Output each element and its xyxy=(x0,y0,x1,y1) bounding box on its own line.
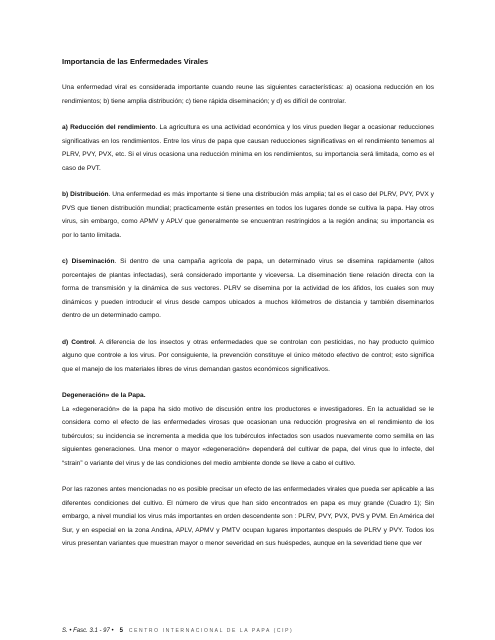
section-reduccion xyxy=(62,121,434,175)
section-lead: a) Reducción del rendimiento xyxy=(62,124,156,131)
footer-institution: CENTRO INTERNACIONAL DE LA PAPA (CIP) xyxy=(128,628,294,634)
degeneracion-paragraph: La «degeneración» de la papa ha sido motivo de discusión entre los productores e investigadores. En la actualidad se le considera como el efecto de las enfermedades virosas que ocasionan una reducción progresiva en el rendimiento de los tubérculos; su incidencia se incrementa a medida que los tubérculos infectados son usados nuevamente como semilla en las siguientes generaciones. Una menor o mayor «degeneración» dependerá del cultivar de papa, del virus que lo infecte, del “strain” o variante del virus y de las condiciones del medio ambiente donde se lleve a cabo el cultivo. xyxy=(62,405,434,467)
closing-paragraph: Por las razones antes mencionadas no es posible precisar un efecto de las enfermedades virales que pueda ser aplicable a las diferentes condiciones del cultivo. El número de virus que han sido encontrados en papa es muy grande (Cuadro 1); Sin embargo, a nivel mundial los virus más importantes en orden descendente son : PLRV, PVY, PVX, PVS y PVM. En América del Sur, y en especial en la zona Andina, APLV, APMV y PMTV ocupan lugares importantes después de PLRV y PVY. Todos los virus presentan variantes que muestran mayor o menor severidad en sus huéspedes, aunque en la severidad tiene que ver xyxy=(62,486,434,547)
page-title: Importancia de las Enfermedades Virales xyxy=(62,57,209,66)
section-control xyxy=(62,336,434,377)
section-lead: b) Distribución xyxy=(62,191,109,198)
document-body xyxy=(62,57,434,564)
section-text: . La agricultura es una actividad económica y los virus pueden llegar a ocasionar reducciones significativas en los rendimientos. Entre los virus de papa que causan reducciones significativas en el rendimiento tenemos al PLRV, PVY, PVX, etc. Si el virus ocasiona una reducción mínima en los rendimientos, su importancia será limitada, como es el caso de PVT. xyxy=(62,124,434,172)
section-text: . A diferencia de los insectos y otras enfermedades que se controlan con pesticidas, no hay producto químico alguno que controle a los virus. Por consiguiente, la prevención constituye el único método efectivo de control; esto significa que el manejo de los materiales libres de virus demandan gastos económicos significativos. xyxy=(62,338,434,373)
section-lead: c) Diseminación xyxy=(62,258,115,265)
footer-fascicle: S. • Fasc. 3.1 - 97 • xyxy=(62,628,114,634)
page-number: 5 xyxy=(119,628,123,634)
section-distribucion xyxy=(62,188,434,242)
section-text: . Si dentro de una campaña agrícola de papa, un determinado virus se disemina rapidamente (altos porcentajes de plantas infectadas), será considerado importante y viceversa. La diseminación tiene relación directa con la forma de transmisión y la dinámica de sus vectores. PLRV se disemina por la actividad de los áfidos, los cuales son muy dinámicos y pueden introducir el virus desde campos ubicados a muchos kilómetros de distancia y también diseminarlos dentro de un determinado campo. xyxy=(62,258,434,319)
page-footer xyxy=(62,627,293,635)
section-text: . Una enfermedad es más importante si tiene una distribución más amplia; tal es el caso del PLRV, PVY, PVX y PVS que tienen distribución mundial; practicamente están presentes en todos los lugares donde se cultiva la papa. Hay otros virus, sin embargo, como APMV y APLV que generalmente se encuentran restringidos a la región andina; su importancia es por lo tanto limitada. xyxy=(62,191,434,239)
section-diseminacion xyxy=(62,255,434,323)
degeneracion-heading: Degeneración» de la Papa. xyxy=(62,392,146,399)
section-lead: d) Control xyxy=(62,338,95,346)
intro-paragraph: Una enfermedad viral es considerada importante cuando reune las siguientes características: a) ocasiona reducción en los rendimientos; b) tiene amplia distribución; c) tiene rápida diseminación; y d) es difícil de controlar. xyxy=(62,84,434,105)
